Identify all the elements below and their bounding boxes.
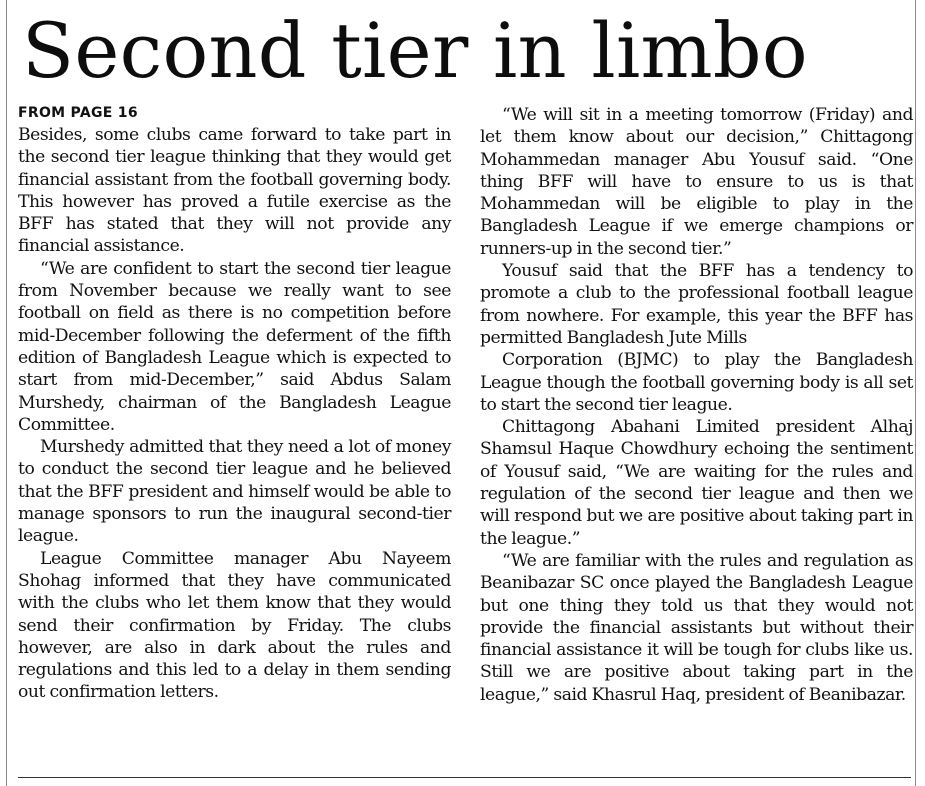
paragraph: Yousuf said that the BFF has a tendency to promote a club to the professional football league from nowhere. For example, this year the BFF has permitted Bangladesh Jute Mills bbox=[480, 261, 913, 348]
paragraph: League Committee manager Abu Nayeem Shohag informed that they have communicated with the clubs who let them know that they would send their confirmation by Friday. The clubs however, are also in dark about the rules and regulations and this led to a delay in them sending out confirmation letters. bbox=[18, 548, 451, 703]
headline: Second tier in limbo bbox=[22, 6, 808, 95]
right-column bbox=[480, 104, 913, 706]
article-body bbox=[18, 104, 911, 764]
paragraph: Chittagong Abahani Limited president Alhaj Shamsul Haque Chowdhury echoing the sentiment of Yousuf said, “We are waiting for the rules and regulation of the second tier league and then we will respond but we are positive about taking part in the league.” bbox=[480, 417, 913, 549]
paragraph: Murshedy admitted that they need a lot of money to conduct the second tier league and he believed that the BFF president and himself would be able to manage sponsors to run the inaugural second-tier league. bbox=[18, 437, 451, 547]
paragraph: “We will sit in a meeting tomorrow (Friday) and let them know about our decision,” Chittagong Mohammedan manager Abu Yousuf said. “One thing BFF will have to ensure to us is that Mohammedan will be eligible to play in the Bangladesh League if we emerge champions or runners-up in the second tier.” bbox=[480, 105, 913, 259]
jump-line: FROM PAGE 16 bbox=[18, 105, 138, 121]
paragraph: Besides, some clubs came forward to take part in the second tier league thinking that they would get financial assistant from the football governing body. This however has proved a futile exercise as the BFF has stated that they will not provide any financial assistance. bbox=[18, 125, 451, 257]
paragraph: “We are familiar with the rules and regulation as Beanibazar SC once played the Bangladesh League but one thing they told us that they would not provide the financial assistants but without their financial assistance it will be tough for clubs like us. Still we are positive about taking part in the league,” said Khasrul Haq, president of Beanibazar. bbox=[480, 550, 913, 705]
paragraph: Corporation (BJMC) to play the Bangladesh League though the football governing body is all set to start the second tier league. bbox=[480, 350, 913, 415]
paragraph: “We are confident to start the second tier league from November because we really want to see football on field as there is no competition before mid-December following the deferment of the fifth edition of Bangladesh League which is expected to start from mid-December,” said Abdus Salam Murshedy, chairman of the Bangladesh League Committee. bbox=[18, 258, 451, 435]
bottom-rule bbox=[18, 777, 911, 778]
left-column bbox=[18, 104, 451, 704]
